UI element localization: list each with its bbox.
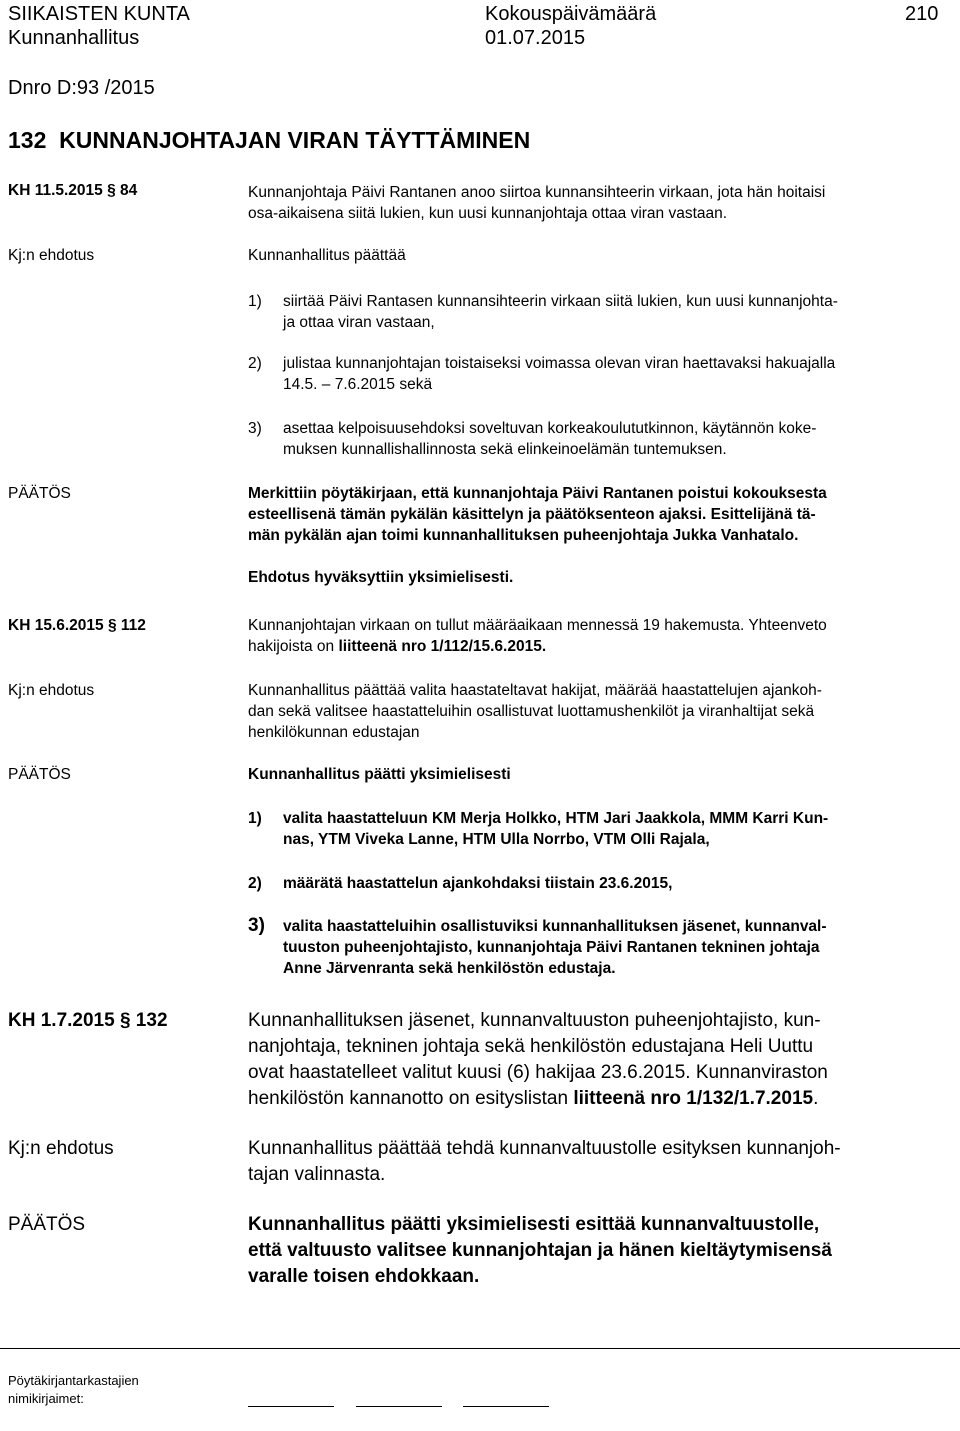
kjn-ehdotus-label: Kj:n ehdotus bbox=[8, 247, 95, 264]
kh-1-7-intro bbox=[248, 1008, 952, 1112]
text-line: Kunnanhallitus päättää valita haastateltavat hakijat, määrää haastattelujen ajankoh- bbox=[248, 682, 822, 699]
text-line bbox=[248, 1086, 952, 1112]
text-line bbox=[248, 636, 952, 657]
text-line: Kunnanjohtajan virkaan on tullut määräaikaan mennessä 19 hakemusta. Yhteenveto bbox=[248, 617, 827, 634]
kh-1-7-proposal bbox=[248, 1136, 952, 1188]
kh-11-5-decision bbox=[248, 483, 952, 546]
text-line: Merkittiin pöytäkirjaan, että kunnanjohtaja Päivi Rantanen poistui kokouksesta bbox=[248, 485, 827, 502]
text-line: nas, YTM Viveka Lanne, HTM Ulla Norrbo, VTM Olli Rajala, bbox=[283, 831, 710, 848]
footer-label-line: nimikirjaimet: bbox=[8, 1391, 84, 1406]
text-line: henkilökunnan edustajan bbox=[248, 724, 420, 741]
signature-line bbox=[463, 1406, 549, 1407]
text-line: valita haastatteluihin osallistuviksi kunnanhallituksen jäsenet, kunnanval- bbox=[283, 918, 827, 935]
paatos-label: PÄÄTÖS bbox=[8, 485, 71, 502]
text-line: muksen kunnallishallinnosta sekä elinkeinoelämän tuntemuksen. bbox=[283, 441, 727, 458]
kh-15-6-decided: Kunnanhallitus päätti yksimielisesti bbox=[248, 766, 511, 783]
text-fragment: henkilöstön kannanotto on esityslistan bbox=[248, 1088, 574, 1109]
text-line: tajan valinnasta. bbox=[248, 1164, 386, 1185]
text-line: män pykälän ajan toimi kunnanhallituksen puheenjohtaja Jukka Vanhatalo. bbox=[248, 527, 799, 544]
municipality-name: SIIKAISTEN KUNTA bbox=[8, 3, 190, 25]
section-number: 132 bbox=[8, 127, 47, 153]
text-line: Kunnanjohtaja Päivi Rantanen anoo siirtoa kunnansihteerin virkaan, jota hän hoitaisi bbox=[248, 184, 826, 201]
text-line: esteellisenä tämän pykälän käsittelyn ja päätöksenteon ajaksi. Esittelijänä tä- bbox=[248, 506, 816, 523]
text-line: että valtuusto valitsee kunnanjohtajan ja hänen kieltäytymisensä bbox=[248, 1240, 832, 1261]
meeting-ref-kh-11-5: KH 11.5.2015 § 84 bbox=[8, 182, 138, 199]
text-line: varalle toisen ehdokkaan. bbox=[248, 1266, 480, 1287]
paatos-label: PÄÄTÖS bbox=[8, 1214, 86, 1235]
text-line: valita haastatteluun KM Merja Holkko, HTM Jari Jaakkola, MMM Karri Kun- bbox=[283, 810, 829, 827]
list-number: 2) bbox=[248, 875, 262, 892]
list-number: 3) bbox=[248, 915, 265, 936]
signature-line bbox=[248, 1406, 334, 1407]
list-number: 2) bbox=[248, 355, 262, 372]
text-line: osa-aikaisena siitä lukien, kun uusi kunnanjohtaja ottaa viran vastaan. bbox=[248, 205, 728, 222]
text-fragment: . bbox=[813, 1088, 819, 1109]
meeting-ref-kh-1-7: KH 1.7.2015 § 132 bbox=[8, 1010, 168, 1031]
attachment-ref: liitteenä nro 1/132/1.7.2015 bbox=[573, 1088, 814, 1109]
text-line: siirtää Päivi Rantasen kunnansihteerin virkaan siitä lukien, kun uusi kunnanjohta- bbox=[283, 293, 838, 310]
kh-11-5-accepted: Ehdotus hyväksyttiin yksimielisesti. bbox=[248, 569, 514, 586]
kh-15-6-item-3 bbox=[283, 916, 952, 979]
text-line: ovat haastatelleet valitut kuusi (6) hakijaa 23.6.2015. Kunnanviraston bbox=[248, 1062, 828, 1083]
kh-11-5-item-2 bbox=[283, 353, 952, 395]
text-line: dan sekä valitsee haastatteluihin osallistuvat luottamushenkilöt ja viranhaltijat sekä bbox=[248, 703, 815, 720]
text-line: määrätä haastattelun ajankohdaksi tiistain 23.6.2015, bbox=[283, 875, 673, 892]
meeting-date: 01.07.2015 bbox=[485, 27, 586, 49]
footer-label-line: Pöytäkirjantarkastajien bbox=[8, 1373, 139, 1388]
kh-11-5-item-1 bbox=[283, 291, 952, 333]
text-line: nanjohtaja, tekninen johtaja sekä henkilöstön edustajana Heli Uuttu bbox=[248, 1036, 814, 1057]
list-number: 3) bbox=[248, 420, 262, 437]
attachment-ref: liitteenä nro 1/112/15.6.2015. bbox=[338, 638, 547, 655]
kh-15-6-item-2 bbox=[283, 873, 952, 894]
kh-15-6-proposal bbox=[248, 680, 952, 743]
text-fragment: hakijoista on bbox=[248, 638, 339, 655]
footer-initials-label bbox=[8, 1372, 139, 1408]
text-line: ja ottaa viran vastaan, bbox=[283, 314, 435, 331]
dnro: Dnro D:93 /2015 bbox=[8, 77, 155, 99]
list-number: 1) bbox=[248, 810, 262, 827]
kh-11-5-item-3 bbox=[283, 418, 952, 460]
list-number: 1) bbox=[248, 293, 262, 310]
paatos-label: PÄÄTÖS bbox=[8, 766, 71, 783]
text-line: Kunnanhallituksen jäsenet, kunnanvaltuuston puheenjohtajisto, kun- bbox=[248, 1010, 821, 1031]
text-line: Kunnanhallitus päätti yksimielisesti esittää kunnanvaltuustolle, bbox=[248, 1214, 820, 1235]
kh-11-5-intro bbox=[248, 182, 952, 224]
meeting-ref-kh-15-6: KH 15.6.2015 § 112 bbox=[8, 617, 146, 634]
body-name: Kunnanhallitus bbox=[8, 27, 140, 49]
footer-divider bbox=[0, 1348, 960, 1349]
text-line: asettaa kelpoisuusehdoksi soveltuvan korkeakoulututkinnon, käytännön koke- bbox=[283, 420, 817, 437]
signature-line bbox=[356, 1406, 442, 1407]
page-number: 210 bbox=[905, 3, 939, 25]
text-line: Kunnanhallitus päättää tehdä kunnanvaltuustolle esityksen kunnanjoh- bbox=[248, 1138, 841, 1159]
kjn-ehdotus-label: Kj:n ehdotus bbox=[8, 682, 95, 699]
section-title bbox=[8, 126, 530, 154]
kh-11-5-decides: Kunnanhallitus päättää bbox=[248, 247, 406, 264]
section-title-text: KUNNANJOHTAJAN VIRAN TÄYTTÄMINEN bbox=[59, 127, 531, 153]
text-line: julistaa kunnanjohtajan toistaiseksi voimassa olevan viran haettavaksi hakuajalla bbox=[283, 355, 836, 372]
kh-15-6-item-1 bbox=[283, 808, 952, 850]
kjn-ehdotus-label: Kj:n ehdotus bbox=[8, 1138, 114, 1159]
kh-15-6-intro bbox=[248, 615, 952, 657]
meeting-date-label: Kokouspäivämäärä bbox=[485, 3, 657, 25]
text-line: 14.5. – 7.6.2015 sekä bbox=[283, 376, 433, 393]
text-line: Anne Järvenranta sekä henkilöstön edustaja. bbox=[283, 960, 616, 977]
kh-1-7-decision bbox=[248, 1212, 952, 1290]
text-line: tuuston puheenjohtajisto, kunnanjohtaja Päivi Rantanen tekninen johtaja bbox=[283, 939, 820, 956]
